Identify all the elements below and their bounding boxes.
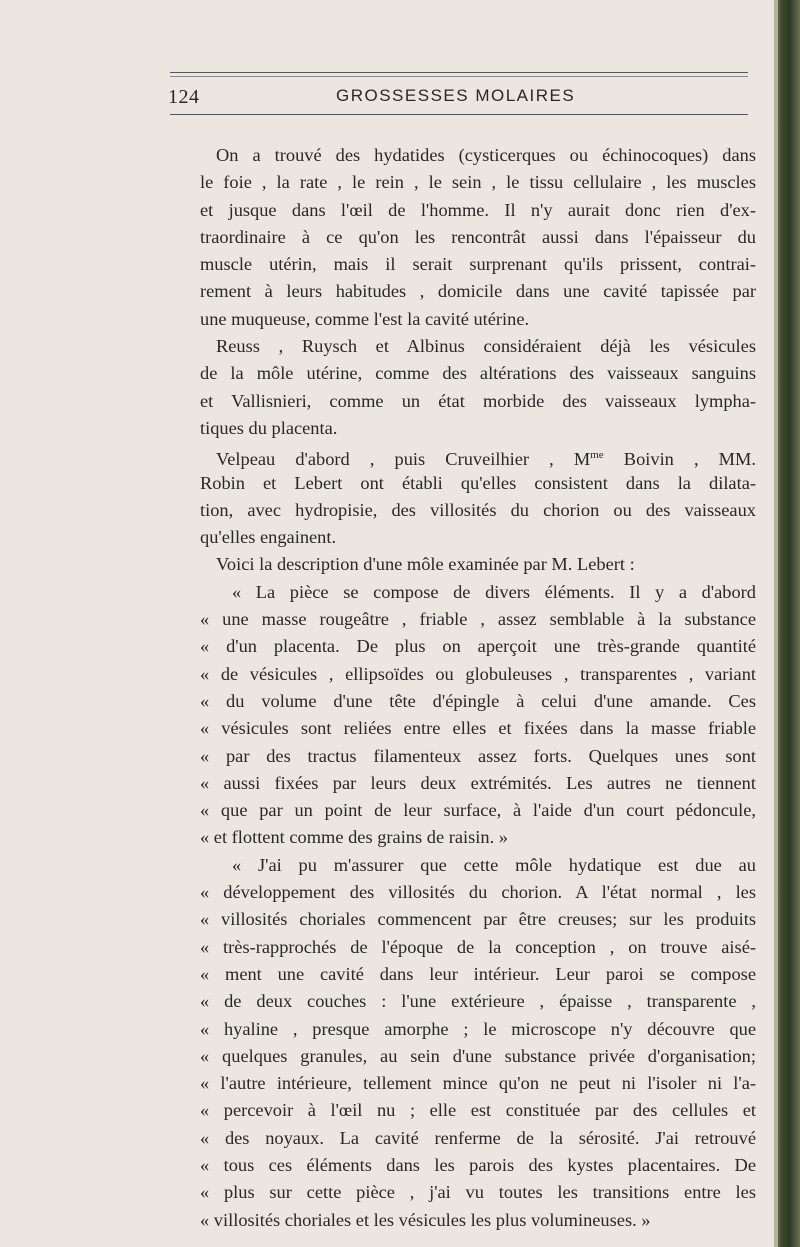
header-rule-top-inner [170,76,748,77]
body-text [200,142,756,1234]
text-line: « percevoir à l'œil nu ; elle est constituée par des cellules et [200,1100,756,1121]
text-line: qu'elles engainent. [200,527,337,548]
page-header [168,70,752,122]
text-line: une muqueuse, comme l'est la cavité utérine. [200,308,530,329]
text-line: Robin et Lebert ont établi qu'elles consistent dans la dilata- [200,472,756,493]
text-line: « de deux couches : l'une extérieure , épaisse , transparente , [200,991,756,1012]
text-line: « villosités choriales commencent par être creuses; sur les produits [200,909,756,930]
header-rule-top [170,72,748,73]
text-line: « du volume d'une tête d'épingle à celui d'une amande. Ces [200,690,756,711]
text-line: « ment une cavité dans leur intérieur. Leur paroi se compose [200,963,756,984]
text-line: « quelques granules, au sein d'une substance privée d'organisation; [200,1045,756,1066]
text-line: « très-rapprochés de l'époque de la conception , on trouve aisé- [200,936,756,957]
text-line: « une masse rougeâtre , friable , assez semblable à la substance [200,609,756,630]
text-line: « des noyaux. La cavité renferme de la sérosité. J'ai retrouvé [200,1127,756,1148]
text-line: « l'autre intérieure, tellement mince qu'on ne peut ni l'isoler ni l'a- [200,1073,756,1094]
text-line: traordinaire à ce qu'on les rencontrât aussi dans l'épaisseur du [200,226,756,247]
text-line: « aussi fixées par leurs deux extrémités. Les autres ne tiennent [200,772,756,793]
text-line: « que par un point de leur surface, à l'aide d'un court pédoncule, [200,800,756,821]
text-line: « La pièce se compose de divers éléments. Il y a d'abord [232,581,756,602]
text-line: « développement des villosités du chorion. A l'état normal , les [200,882,756,903]
page-edge [774,0,800,1247]
text-line: tion, avec hydropisie, des villosités du chorion ou des vaisseaux [200,499,756,520]
text-line: On a trouvé des hydatides (cysticerques ou échinocoques) dans [216,145,756,165]
running-title: GROSSESSES MOLAIRES [336,86,576,105]
text-line: « vésicules sont reliées entre elles et fixées dans la masse friable [200,718,756,739]
text-line: de la môle utérine, comme des altérations des vaisseaux sanguins [200,363,756,384]
text-line: « tous ces éléments dans les parois des kystes placentaires. De [200,1154,756,1175]
text-line: muscle utérin, mais il serait surprenant qu'ils prissent, contrai- [200,254,756,275]
text-line: Velpeau d'abord , puis Cruveilhier , $M^{me}$ Boivin , MM. [216,449,756,470]
header-rule-bottom [170,114,748,115]
text-line: « par des tractus filamenteux assez forts. Quelques unes sont [200,745,756,766]
text-line: Reuss , Ruysch et Albinus considéraient déjà les vésicules [216,336,756,357]
text-line: « J'ai pu m'assurer que cette môle hydatique est due au [232,854,756,875]
text-line: « de vésicules , ellipsoïdes ou globuleuses , transparentes , variant [200,663,756,684]
text-line: « villosités choriales et les vésicules les plus volumineuses. » [200,1209,651,1230]
text-line: Voici la description d'une môle examinée par M. Lebert : [216,554,635,575]
text-line: et Vallisnieri, comme un état morbide des vaisseaux lympha- [200,390,756,411]
text-line: « et flottent comme des grains de raisin. » [200,827,508,848]
text-line: rement à leurs habitudes , domicile dans une cavité tapissée par [200,281,756,302]
text-line: tiques du placenta. [200,417,338,438]
text-line: « plus sur cette pièce , j'ai vu toutes les transitions entre les [200,1182,756,1203]
text-line: « hyaline , presque amorphe ; le microscope n'y découvre que [200,1018,756,1039]
text-line: et jusque dans l'œil de l'homme. Il n'y aurait donc rien d'ex- [200,199,756,220]
page-number: 124 [168,86,200,108]
text-line: « d'un placenta. De plus on aperçoit une très-grande quantité [200,636,756,657]
text-line: le foie , la rate , le rein , le sein , le tissu cellulaire , les muscles [200,172,756,193]
